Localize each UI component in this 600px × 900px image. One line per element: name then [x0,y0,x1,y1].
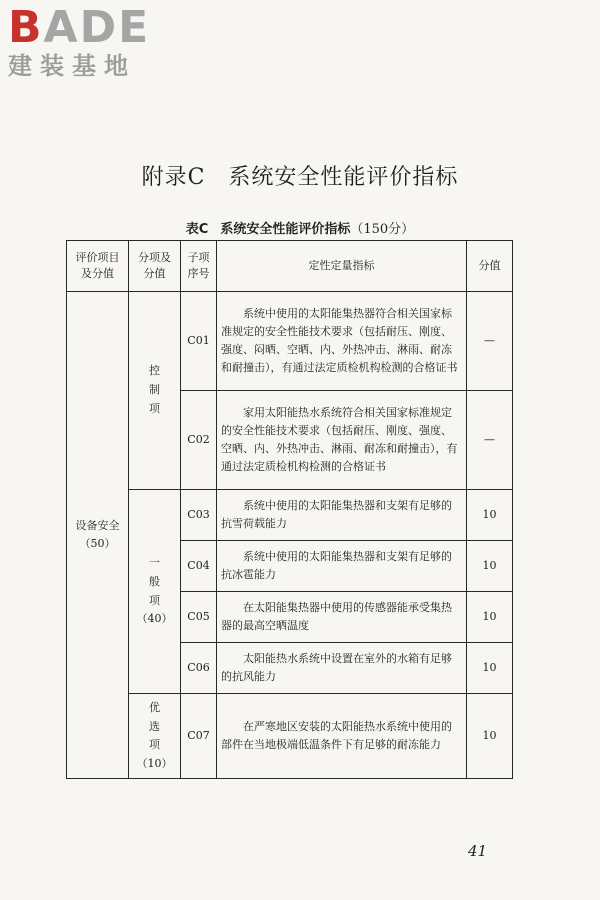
group-score: （40） [136,612,173,626]
header-subcategory: 分项及分值 [129,241,181,292]
header-indicator: 定性定量指标 [217,241,467,292]
item-code: C02 [181,391,217,490]
header-item-number: 子项序号 [181,241,217,292]
item-code: C04 [181,541,217,592]
table-row [67,694,513,779]
group-general [129,490,181,694]
item-indicator: 太阳能热水系统中设置在室外的水箱有足够的抗风能力 [217,643,467,694]
category-cell [67,292,129,779]
header-category: 评价项目及分值 [67,241,129,292]
item-indicator: 系统中使用的太阳能集热器和支架有足够的抗雪荷载能力 [217,490,467,541]
category-score: （50） [79,537,116,550]
item-indicator: 家用太阳能热水系统符合相关国家标准规定的安全性能技术要求（包括耐压、刚度、强度、空晒、内、外热冲击、淋雨、耐冻和耐撞击），有通过法定质检机构检测的合格证书 [217,391,467,490]
item-score: 10 [467,541,513,592]
table-title: 系统安全性能评价指标 [220,222,351,237]
item-indicator: 系统中使用的太阳能集热器符合相关国家标准规定的安全性能技术要求（包括耐压、刚度、强度、闷晒、空晒、内、外热冲击、淋雨、耐冻和耐撞击），有通过法定质检机构检测的合格证书 [217,292,467,391]
evaluation-table [66,240,513,779]
header-score: 分值 [467,241,513,292]
item-score: 10 [467,490,513,541]
category-name: 设备安全 [75,518,120,532]
group-name: 优选项 [149,700,160,752]
item-code: C05 [181,592,217,643]
item-score: — [467,292,513,391]
table-points: （150分） [350,222,415,237]
group-name: 一般项 [149,556,160,607]
item-code: C06 [181,643,217,694]
table-label: 表C [185,222,209,237]
item-score: 10 [467,643,513,694]
logo-wordmark [8,2,178,53]
item-indicator: 在太阳能集热器中使用的传感器能承受集热器的最高空晒温度 [217,592,467,643]
logo [8,2,178,80]
item-code: C03 [181,490,217,541]
page-title: 附录C 系统安全性能评价指标 [141,165,459,190]
group-preferred [129,694,181,779]
item-indicator: 系统中使用的太阳能集热器和支架有足够的抗冰雹能力 [217,541,467,592]
table-caption [0,218,600,237]
group-name: 控制项 [149,364,160,415]
table-header-row [67,241,513,292]
logo-accent-letter: B [8,2,44,53]
item-code: C07 [181,694,217,779]
item-score: 10 [467,694,513,779]
page-number: 41 [468,842,488,860]
item-code: C01 [181,292,217,391]
item-indicator: 在严寒地区安装的太阳能热水系统中使用的部件在当地极端低温条件下有足够的耐冻能力 [217,694,467,779]
logo-rest-letters: ADE [43,2,151,53]
group-score: （10） [136,756,173,770]
group-control [129,292,181,490]
table-row [67,292,513,391]
logo-subtitle: 建装基地 [8,52,136,80]
item-score: 10 [467,592,513,643]
table-row [67,490,513,541]
item-score: — [467,391,513,490]
